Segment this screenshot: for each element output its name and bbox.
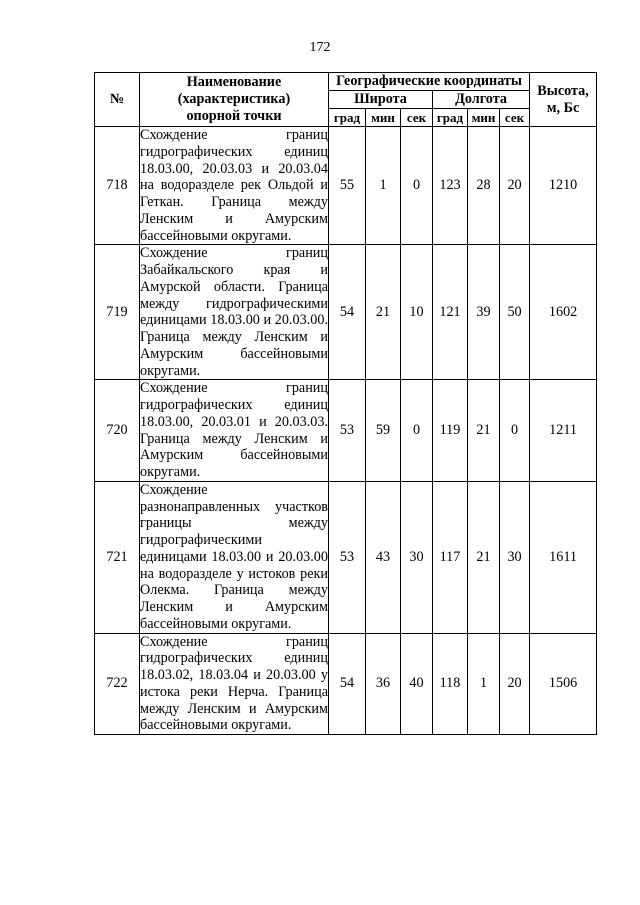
point-description: Схождение границ Забайкальского края и Амурской области. Граница между гидрографическими единицами 18.03.00 и 20.03.00. Граница между Ленским и Амурским бассейновыми округами. [140,245,328,379]
longitude-seconds: 50 [500,245,530,380]
longitude-minutes: 39 [468,245,500,380]
height-value: 1611 [530,481,597,633]
latitude-degrees: 55 [329,127,366,245]
latitude-degrees: 53 [329,380,366,482]
table-row [95,380,597,482]
point-description: Схождение границ гидрографических единиц 18.03.00, 20.03.01 и 20.03.03. Граница между Ленским и Амурским бассейновыми округами. [140,380,328,480]
height-value: 1210 [530,127,597,245]
column-header-coordinates: Географические координаты [329,73,530,91]
longitude-minutes: 21 [468,481,500,633]
table-row [95,245,597,380]
point-number: 720 [95,380,140,482]
point-description: Схождение разнонаправленных участков границы между гидрографическими единицами 18.03.00 и 20.03.00 на водоразделе у истоков реки Олекма. Граница между Ленским и Амурским бассейновыми округами. [140,481,328,632]
longitude-degrees: 117 [433,481,468,633]
point-number: 718 [95,127,140,245]
table-row [95,127,597,245]
longitude-seconds: 20 [500,633,530,735]
point-number: 722 [95,633,140,735]
latitude-degrees: 54 [329,245,366,380]
longitude-degrees: 119 [433,380,468,482]
page-number: 172 [309,40,331,55]
latitude-seconds: 30 [401,481,433,633]
longitude-minutes: 21 [468,380,500,482]
longitude-seconds: 20 [500,127,530,245]
height-value: 1506 [530,633,597,735]
column-header-latitude: Широта [329,91,433,109]
latitude-seconds: 0 [401,127,433,245]
latitude-minutes: 59 [366,380,401,482]
column-header-longitude: Долгота [433,91,530,109]
unit-lat-seconds: сек [401,109,433,127]
latitude-seconds: 40 [401,633,433,735]
unit-lon-degrees: град [433,109,468,127]
latitude-degrees: 53 [329,481,366,633]
point-number: 721 [95,481,140,633]
column-header-number: № [95,73,140,127]
latitude-minutes: 36 [366,633,401,735]
latitude-degrees: 54 [329,633,366,735]
table-row [95,481,597,633]
latitude-seconds: 0 [401,380,433,482]
column-header-name [140,73,329,127]
longitude-minutes: 1 [468,633,500,735]
longitude-seconds: 0 [500,380,530,482]
column-header-name-line1: Наименование [186,74,282,91]
longitude-minutes: 28 [468,127,500,245]
latitude-minutes: 43 [366,481,401,633]
longitude-degrees: 118 [433,633,468,735]
latitude-seconds: 10 [401,245,433,380]
column-header-name-line3: опорной точки [186,107,282,124]
latitude-minutes: 21 [366,245,401,380]
height-value: 1211 [530,380,597,482]
point-description: Схождение границ гидрографических единиц 18.03.02, 18.03.04 и 20.03.00 у истока реки Нерча. Граница между Ленским и Амурским бассейновыми округами. [140,633,328,734]
latitude-minutes: 1 [366,127,401,245]
column-header-height-line2: м, Бс [546,99,580,116]
longitude-degrees: 121 [433,245,468,380]
column-header-height [530,73,597,127]
unit-lon-minutes: мин [468,109,500,127]
column-header-name-line2: (характеристика) [177,91,291,108]
unit-lat-minutes: мин [366,109,401,127]
longitude-seconds: 30 [500,481,530,633]
unit-lat-degrees: град [329,109,366,127]
column-header-height-line1: Высота, [537,82,589,99]
unit-lon-seconds: сек [500,109,530,127]
longitude-degrees: 123 [433,127,468,245]
height-value: 1602 [530,245,597,380]
reference-points-table [94,72,597,735]
table-row [95,633,597,735]
point-description: Схождение границ гидрографических единиц 18.03.00, 20.03.03 и 20.03.04 на водоразделе рек Ольдой и Геткан. Граница между Ленским и Амурским бассейновыми округами. [140,127,328,244]
point-number: 719 [95,245,140,380]
